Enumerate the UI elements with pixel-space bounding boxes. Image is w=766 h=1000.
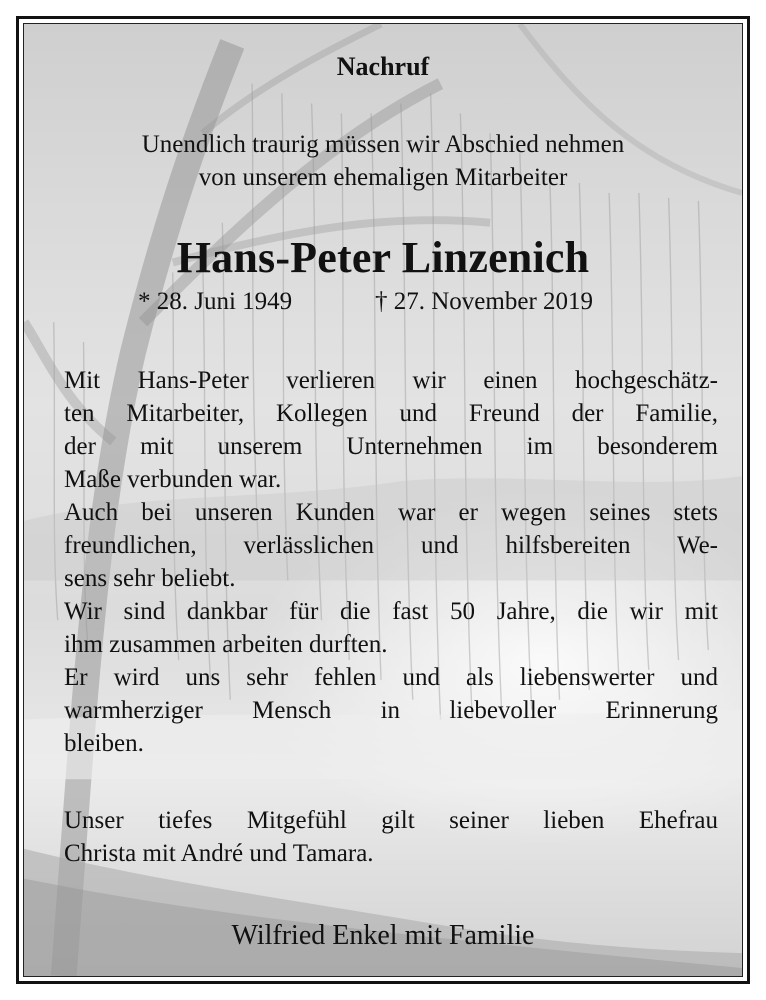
signature: Wilfried Enkel mit Familie bbox=[231, 920, 535, 951]
paragraph-line: Maße verbunden war. bbox=[64, 466, 282, 493]
birth-date: * 28. Juni 1949 bbox=[138, 288, 293, 315]
paragraph-line: sens sehr beliebt. bbox=[64, 565, 236, 592]
paragraph-gratitude bbox=[64, 595, 718, 661]
paragraph-line: Wir sind dankbar für die fast 50 Jahre, die wir mit bbox=[64, 598, 718, 625]
paragraph-remembrance bbox=[64, 661, 718, 760]
paragraph-line: freundlichen, verlässlichen und hilfsbereiten We- bbox=[64, 532, 718, 559]
death-date: † 27. November 2019 bbox=[375, 288, 594, 315]
paragraph-line: ten Mitarbeiter, Kollegen und Freund der Familie, bbox=[64, 400, 718, 427]
intro-text bbox=[24, 128, 742, 194]
notice-heading: Nachruf bbox=[336, 52, 430, 81]
intro-line: von unserem ehemaligen Mitarbeiter bbox=[198, 164, 568, 191]
paragraph-line: Mit Hans-Peter verlieren wir einen hochgeschätz- bbox=[64, 367, 718, 394]
obituary-frame bbox=[16, 16, 750, 984]
paragraph-line: der mit unserem Unternehmen im besonderem bbox=[64, 433, 718, 460]
paragraph-line: Unser tiefes Mitgefühl gilt seiner lieben Ehefrau bbox=[64, 807, 718, 834]
obituary-panel bbox=[23, 23, 743, 977]
deceased-name: Hans-Peter Linzenich bbox=[176, 233, 590, 282]
paragraph-condolence bbox=[64, 804, 718, 870]
paragraph-line: Er wird uns sehr fehlen und als liebenswerter und bbox=[64, 664, 718, 691]
obituary-text bbox=[24, 24, 742, 976]
paragraph-line: Christa mit André und Tamara. bbox=[64, 840, 374, 867]
paragraph-line: Auch bei unseren Kunden war er wegen seines stets bbox=[64, 499, 718, 526]
paragraph-customers bbox=[64, 496, 718, 595]
intro-line: Unendlich traurig müssen wir Abschied nehmen bbox=[141, 131, 625, 158]
paragraph-line: warmherziger Mensch in liebevoller Erinnerung bbox=[64, 697, 718, 724]
paragraph-line: ihm zusammen arbeiten durften. bbox=[64, 631, 388, 658]
paragraph-tribute bbox=[64, 364, 718, 496]
paragraph-line: bleiben. bbox=[64, 730, 144, 757]
